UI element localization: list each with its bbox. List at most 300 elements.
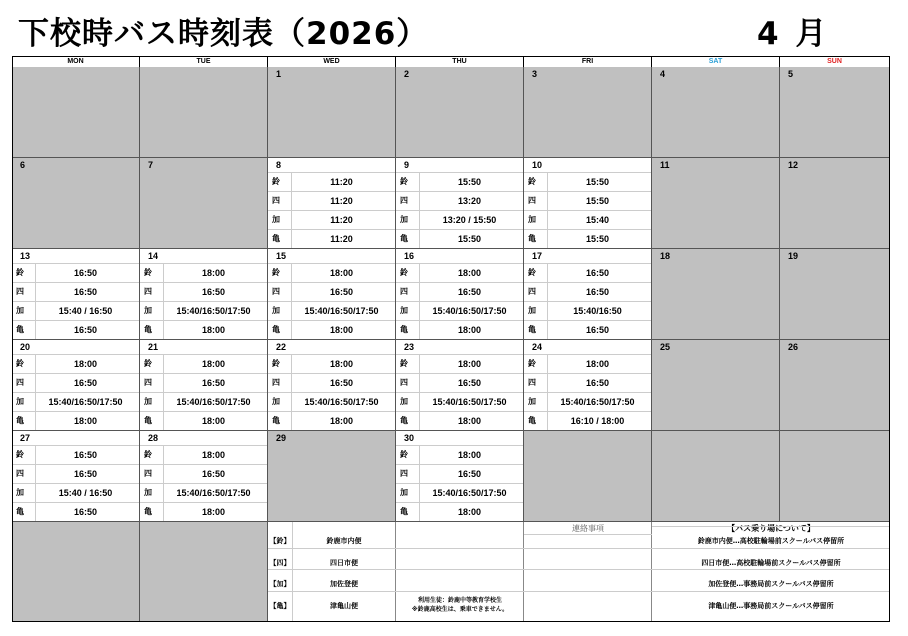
departure-time: 15:40 / 16:50: [58, 488, 113, 498]
day-cell-12: [780, 158, 890, 249]
time-row: [140, 483, 267, 502]
departure-time: 16:50: [73, 378, 98, 388]
day-number: 27: [20, 433, 31, 443]
time-row: [524, 373, 651, 392]
bus-stop-item: 津亀山便…事務局前スクールバス停留所: [708, 602, 834, 610]
day-number: 25: [660, 342, 671, 352]
contact-row-line: [524, 534, 652, 535]
departure-time: 11:20: [330, 215, 353, 225]
route-key: 四: [16, 378, 24, 387]
departure-time: 15:40/16:50/17:50: [176, 397, 251, 407]
time-row: [268, 191, 395, 210]
route-key: 加: [144, 306, 152, 315]
time-row: [524, 301, 651, 320]
departure-time: 16:50: [73, 325, 98, 335]
route-key: 加: [400, 488, 408, 497]
departure-time: 18:00: [329, 359, 354, 369]
route-key: 亀: [272, 325, 280, 334]
departure-time: 16:50: [457, 378, 482, 388]
day-number: 21: [148, 342, 159, 352]
day-number: 11: [660, 160, 670, 170]
departure-time: 16:50: [73, 287, 98, 297]
route-key: 鈴: [400, 177, 408, 186]
bus-stop-title: 【バス乗り場について】: [727, 524, 815, 533]
weekday-header-thu: THU: [396, 56, 524, 67]
day-number: 20: [20, 342, 31, 352]
time-row: [396, 354, 523, 373]
departure-time: 16:50: [457, 287, 482, 297]
route-key: 亀: [272, 416, 280, 425]
day-number: 15: [276, 251, 287, 261]
time-row: [12, 392, 139, 411]
day-number: 2: [404, 69, 410, 79]
route-key: 鈴: [400, 450, 408, 459]
departure-time: 18:00: [457, 268, 482, 278]
empty-cell: [652, 431, 780, 522]
weekday-header-sat: SAT: [652, 56, 780, 67]
route-key: 四: [144, 378, 152, 387]
time-row: [268, 282, 395, 301]
departure-time: 15:50: [457, 234, 482, 244]
route-key: 鈴: [528, 359, 536, 368]
time-row: [396, 282, 523, 301]
time-row: [396, 445, 523, 464]
departure-time: 18:00: [457, 450, 482, 460]
route-key: 四: [400, 469, 408, 478]
day-number: 24: [532, 342, 543, 352]
route-key: 鈴: [400, 268, 408, 277]
day-number: 28: [148, 433, 159, 443]
departure-time: 16:10 / 18:00: [570, 416, 625, 426]
route-key: 鈴: [272, 359, 280, 368]
departure-time: 18:00: [73, 359, 98, 369]
time-row: [268, 229, 395, 248]
route-key: 亀: [16, 325, 24, 334]
route-key: 加: [272, 215, 280, 224]
departure-time: 15:40/16:50/17:50: [432, 306, 507, 316]
departure-time: 15:40 / 16:50: [58, 306, 113, 316]
time-row: [140, 320, 267, 339]
notice-row-line: [396, 591, 524, 592]
time-row: [12, 464, 139, 483]
day-cell-28: [140, 431, 268, 522]
day-cell-8: [268, 158, 396, 249]
time-row: [524, 411, 651, 430]
departure-time: 18:00: [457, 325, 482, 335]
time-row: [12, 445, 139, 464]
day-number: 6: [20, 160, 26, 170]
day-number: 1: [276, 69, 282, 79]
day-number: 30: [404, 433, 415, 443]
day-number: 9: [404, 160, 410, 170]
time-row: [396, 483, 523, 502]
route-key: 亀: [528, 416, 536, 425]
route-key: 亀: [528, 325, 536, 334]
time-row: [12, 354, 139, 373]
departure-time: 18:00: [201, 359, 226, 369]
day-cell-17: [524, 249, 652, 340]
departure-time: 18:00: [329, 268, 354, 278]
departure-time: 15:40/16:50/17:50: [432, 488, 507, 498]
time-row: [396, 320, 523, 339]
departure-time: 16:50: [585, 287, 610, 297]
time-row: [396, 373, 523, 392]
day-cell-19: [780, 249, 890, 340]
route-key: 四: [272, 287, 280, 296]
time-row: [268, 373, 395, 392]
departure-time: 11:20: [330, 234, 353, 244]
day-cell-5: [780, 67, 890, 158]
legend-value: 鈴鹿市内便: [326, 537, 362, 545]
departure-time: 15:40/16:50/17:50: [304, 397, 379, 407]
time-row: [524, 282, 651, 301]
route-key: 亀: [144, 416, 152, 425]
contact-title: 連絡事項: [572, 524, 604, 533]
time-row: [140, 263, 267, 282]
day-cell-23: [396, 340, 524, 431]
time-row: [140, 282, 267, 301]
departure-time: 11:20: [330, 196, 353, 206]
notice-row-line: [396, 548, 524, 549]
departure-time: 18:00: [457, 507, 482, 517]
departure-time: 15:40/16:50/17:50: [176, 306, 251, 316]
departure-time: 16:50: [329, 287, 354, 297]
legend-key: 【加】: [269, 580, 291, 588]
time-row: [396, 229, 523, 248]
departure-time: 18:00: [457, 359, 482, 369]
notes-empty-cell: [140, 522, 268, 622]
day-cell-22: [268, 340, 396, 431]
departure-time: 15:40/16:50/17:50: [432, 397, 507, 407]
day-number: 22: [276, 342, 287, 352]
day-cell-6: [12, 158, 140, 249]
departure-time: 16:50: [329, 378, 354, 388]
bus-stop-item: 鈴鹿市内便…高校駐輪場前スクールバス停留所: [697, 537, 845, 545]
departure-time: 15:50: [585, 196, 610, 206]
calendar-grid: [12, 56, 890, 622]
time-row: [268, 172, 395, 191]
weekday-header-mon: MON: [12, 56, 140, 67]
time-row: [12, 483, 139, 502]
departure-time: 18:00: [329, 325, 354, 335]
day-cell-11: [652, 158, 780, 249]
departure-time: 15:40/16:50/17:50: [176, 488, 251, 498]
day-cell-10: [524, 158, 652, 249]
day-cell-18: [652, 249, 780, 340]
departure-time: 11:20: [330, 177, 353, 187]
route-key: 四: [272, 378, 280, 387]
contact-panel: [524, 522, 652, 622]
day-number: 13: [20, 251, 31, 261]
route-key: 鈴: [272, 268, 280, 277]
day-cell-24: [524, 340, 652, 431]
route-key: 四: [144, 469, 152, 478]
time-row: [12, 502, 139, 521]
route-key: 鈴: [144, 268, 152, 277]
route-key: 四: [16, 469, 24, 478]
route-key: 鈴: [16, 268, 24, 277]
departure-time: 15:40: [585, 215, 610, 225]
departure-time: 13:20 / 15:50: [442, 215, 497, 225]
departure-time: 16:50: [201, 469, 226, 479]
day-cell-25: [652, 340, 780, 431]
time-row: [524, 229, 651, 248]
legend-row-line: [268, 591, 396, 592]
route-key: 鈴: [528, 268, 536, 277]
time-row: [524, 172, 651, 191]
time-row: [140, 373, 267, 392]
day-cell-21: [140, 340, 268, 431]
time-row: [140, 411, 267, 430]
contact-row-line: [524, 591, 652, 592]
time-row: [268, 301, 395, 320]
day-cell-27: [12, 431, 140, 522]
time-row: [396, 263, 523, 282]
day-cell-9: [396, 158, 524, 249]
route-key: 加: [144, 397, 152, 406]
day-number: 23: [404, 342, 415, 352]
weekday-header-sun: SUN: [780, 56, 890, 67]
bus-stop-row-line: [652, 548, 890, 549]
departure-time: 16:50: [201, 287, 226, 297]
day-number: 29: [276, 433, 287, 443]
legend-value: 津亀山便: [330, 602, 358, 610]
day-cell-14: [140, 249, 268, 340]
time-row: [396, 464, 523, 483]
route-key: 鈴: [16, 450, 24, 459]
day-cell-29: [268, 431, 396, 522]
weekday-header-fri: FRI: [524, 56, 652, 67]
departure-time: 15:40/16:50: [573, 306, 622, 316]
time-row: [268, 411, 395, 430]
route-key: 加: [272, 306, 280, 315]
route-key: 亀: [400, 234, 408, 243]
departure-time: 16:50: [585, 378, 610, 388]
route-key: 鈴: [272, 177, 280, 186]
route-key: 加: [400, 306, 408, 315]
time-row: [396, 301, 523, 320]
route-key: 鈴: [144, 359, 152, 368]
route-key: 四: [16, 287, 24, 296]
departure-time: 16:50: [457, 469, 482, 479]
route-key: 鈴: [144, 450, 152, 459]
route-key: 鈴: [400, 359, 408, 368]
day-cell-16: [396, 249, 524, 340]
route-key: 四: [400, 287, 408, 296]
departure-time: 15:40/16:50/17:50: [48, 397, 123, 407]
day-number: 3: [532, 69, 538, 79]
route-key: 四: [400, 378, 408, 387]
time-row: [268, 210, 395, 229]
route-key: 亀: [400, 507, 408, 516]
day-cell-15: [268, 249, 396, 340]
route-key: 亀: [144, 507, 152, 516]
time-row: [268, 320, 395, 339]
time-row: [524, 392, 651, 411]
notice-row-line: [396, 569, 524, 570]
departure-time: 15:50: [585, 234, 610, 244]
route-key: 亀: [400, 416, 408, 425]
route-key: 四: [144, 287, 152, 296]
time-row: [140, 354, 267, 373]
time-row: [268, 354, 395, 373]
departure-time: 18:00: [457, 416, 482, 426]
month-label: 4 月: [757, 16, 827, 52]
time-row: [140, 445, 267, 464]
route-key: 加: [16, 397, 24, 406]
day-number: 4: [660, 69, 666, 79]
legend-row-line: [268, 569, 396, 570]
departure-time: 16:50: [585, 268, 610, 278]
departure-time: 16:50: [73, 450, 98, 460]
departure-time: 18:00: [73, 416, 98, 426]
time-row: [396, 502, 523, 521]
time-row: [12, 282, 139, 301]
time-row: [12, 373, 139, 392]
time-row: [396, 172, 523, 191]
time-row: [12, 411, 139, 430]
route-key: 亀: [272, 234, 280, 243]
empty-cell: [524, 431, 652, 522]
route-key: 加: [272, 397, 280, 406]
time-row: [396, 210, 523, 229]
legend-value: 四日市便: [330, 559, 358, 567]
route-key: 亀: [528, 234, 536, 243]
departure-time: 18:00: [201, 268, 226, 278]
day-number: 8: [276, 160, 282, 170]
day-cell-7: [140, 158, 268, 249]
departure-time: 13:20: [457, 196, 482, 206]
page-title: 下校時バス時刻表（2026）: [18, 16, 429, 52]
route-key: 四: [528, 196, 536, 205]
departure-time: 16:50: [201, 378, 226, 388]
route-key: 四: [528, 378, 536, 387]
time-row: [524, 263, 651, 282]
departure-time: 18:00: [201, 416, 226, 426]
time-row: [524, 210, 651, 229]
day-cell-1: [268, 67, 396, 158]
day-cell-3: [524, 67, 652, 158]
day-number: 17: [532, 251, 543, 261]
departure-time: 15:40/16:50/17:50: [304, 306, 379, 316]
departure-time: 18:00: [201, 507, 226, 517]
day-number: 18: [660, 251, 671, 261]
route-key: 四: [528, 287, 536, 296]
time-row: [12, 301, 139, 320]
time-row: [268, 263, 395, 282]
empty-cell: [780, 431, 890, 522]
departure-time: 18:00: [585, 359, 610, 369]
legend-key: 【亀】: [269, 602, 291, 610]
route-key: 鈴: [528, 177, 536, 186]
route-key: 加: [528, 397, 536, 406]
bus-stop-item: 四日市便…高校駐輪場前スクールバス停留所: [701, 559, 841, 567]
route-key: 加: [144, 488, 152, 497]
route-key: 四: [272, 196, 280, 205]
route-key: 加: [528, 215, 536, 224]
route-key: 亀: [144, 325, 152, 334]
departure-time: 15:50: [457, 177, 482, 187]
day-number: 5: [788, 69, 794, 79]
departure-time: 18:00: [201, 450, 226, 460]
day-number: 26: [788, 342, 799, 352]
bus-stop-row-line: [652, 591, 890, 592]
legend-key: 【四】: [269, 559, 291, 567]
route-key: 亀: [400, 325, 408, 334]
time-row: [140, 502, 267, 521]
day-cell-2: [396, 67, 524, 158]
empty-cell: [140, 67, 268, 158]
departure-time: 18:00: [329, 416, 354, 426]
day-cell-26: [780, 340, 890, 431]
departure-time: 15:40/16:50/17:50: [560, 397, 635, 407]
route-key: 鈴: [16, 359, 24, 368]
weekday-header-wed: WED: [268, 56, 396, 67]
contact-row-line: [524, 548, 652, 549]
route-key: 亀: [16, 507, 24, 516]
notice-line-2: ※鈴鹿高校生は、乗車できません。: [411, 606, 509, 613]
route-key: 加: [400, 215, 408, 224]
time-row: [12, 320, 139, 339]
departure-time: 16:50: [73, 469, 98, 479]
day-number: 10: [532, 160, 543, 170]
bus-stop-row-line: [652, 526, 890, 527]
day-number: 14: [148, 251, 159, 261]
day-number: 12: [788, 160, 799, 170]
time-row: [524, 354, 651, 373]
time-row: [396, 392, 523, 411]
departure-time: 18:00: [201, 325, 226, 335]
day-number: 16: [404, 251, 415, 261]
time-row: [140, 301, 267, 320]
day-number: 19: [788, 251, 799, 261]
day-cell-30: [396, 431, 524, 522]
time-row: [140, 464, 267, 483]
route-key: 加: [528, 306, 536, 315]
day-cell-20: [12, 340, 140, 431]
notes-empty-cell: [12, 522, 140, 622]
contact-row-line: [524, 569, 652, 570]
legend-key: 【鈴】: [269, 537, 291, 545]
route-key: 加: [16, 488, 24, 497]
notice-line-1: 利用生徒：鈴鹿中等教育学校生: [417, 597, 502, 604]
departure-time: 16:50: [585, 325, 610, 335]
bus-stop-row-line: [652, 569, 890, 570]
weekday-header-tue: TUE: [140, 56, 268, 67]
bus-stop-item: 加佐登便…事務局前スクールバス停留所: [708, 580, 834, 588]
time-row: [12, 263, 139, 282]
departure-time: 16:50: [73, 507, 98, 517]
route-key: 亀: [16, 416, 24, 425]
empty-cell: [12, 67, 140, 158]
day-number: 7: [148, 160, 154, 170]
time-row: [524, 320, 651, 339]
day-cell-13: [12, 249, 140, 340]
time-row: [396, 191, 523, 210]
departure-time: 15:50: [585, 177, 610, 187]
route-key: 加: [16, 306, 24, 315]
time-row: [140, 392, 267, 411]
time-row: [524, 191, 651, 210]
time-row: [268, 392, 395, 411]
time-row: [396, 411, 523, 430]
route-key: 四: [400, 196, 408, 205]
day-cell-4: [652, 67, 780, 158]
legend-row-line: [268, 548, 396, 549]
legend-value: 加佐登便: [330, 580, 358, 588]
departure-time: 16:50: [73, 268, 98, 278]
route-key: 加: [400, 397, 408, 406]
